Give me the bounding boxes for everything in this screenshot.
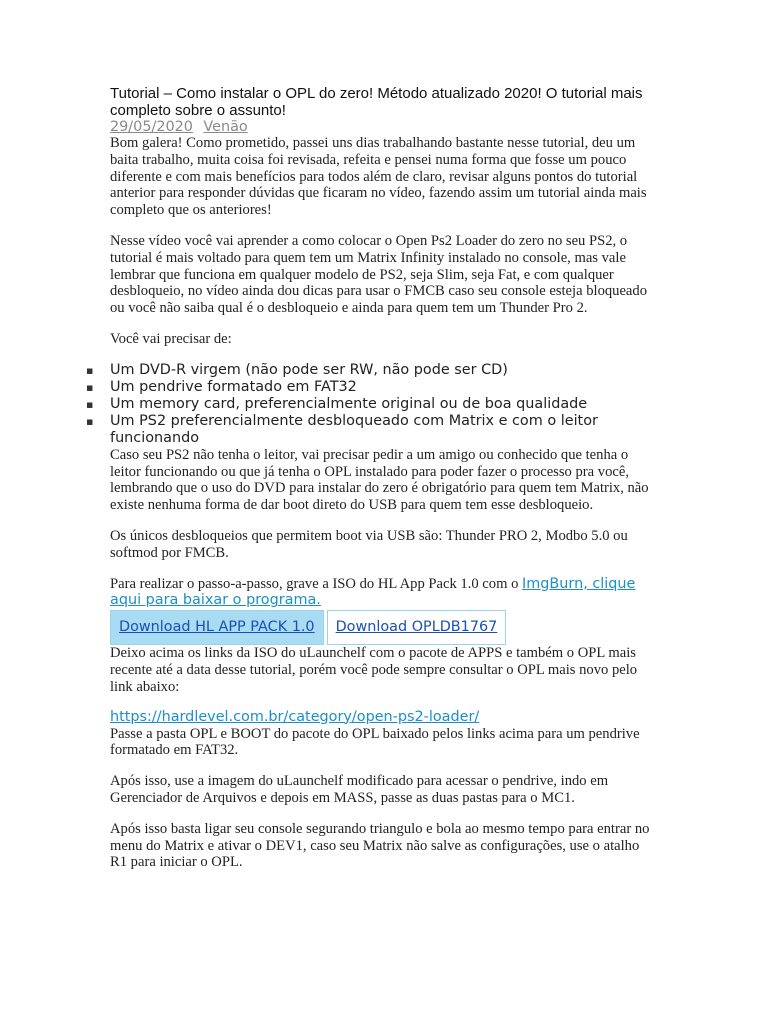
article-title: Tutorial – Como instalar o OPL do zero! Método atualizado 2020! O tutorial mais completo sobre o assunto! [110,85,643,119]
download-opldb-button[interactable]: Download OPLDB1767 [327,610,507,645]
paragraph-description: Nesse vídeo você vai aprender a como colocar o Open Ps2 Loader do zero no seu PS2, o tutorial é mais voltado para quem tem um Matrix Infinity instalado no console, mas vale lembrar que funciona em qualquer modelo de PS2, seja Slim, seja Fat, e com qualquer desbloqueio, no vídeo ainda dou dicas para usar o FMCB caso seu console esteja bloqueado ou você não saiba qual é o desbloqueio e ainda para quem tem um Thunder Pro 2. [110,232,648,317]
imgburn-link[interactable]: ImgBurn, clique aqui para baixar o programa. [110,575,636,609]
paragraph-ulaunchelf: Após isso, use a imagem do uLaunchelf modificado para acessar o pendrive, indo em Gerenciador de Arquivos e depois em MASS, passe as duas pastas para o MC1. [110,773,609,806]
paragraph-imgburn [110,576,658,610]
requirements-list [110,362,658,447]
article-meta [110,119,658,135]
paragraph-copy-folders: Passe a pasta OPL e BOOT do pacote do OPL baixado pelos links acima para um pendrive formatado em FAT32. [110,725,640,759]
paragraph-requirements-heading: Você vai precisar de: [110,330,232,347]
article [110,85,658,871]
list-item: ▪ Um pendrive formatado em FAT32 [110,379,658,396]
paragraph-matrix: Após isso basta ligar seu console segurando triangulo e bola ao mesmo tempo para entrar no menu do Matrix e ativar o DEV1, caso seu Matrix não salve as configurações, use o atalho R1 para iniciar o OPL. [110,820,650,871]
author-link[interactable]: Venão [203,119,248,135]
paragraph-links-info: Deixo acima os links da ISO do uLaunchelf com o pacote de APPS e também o OPL mais recente até a data desse tutorial, porém você pode sempre consultar o OPL mais novo pelo link abaixo: [110,645,638,695]
post-date-link[interactable]: 29/05/2020 [110,119,193,135]
list-item: ▪ Um memory card, preferencialmente original ou de boa qualidade [110,396,658,413]
list-item: ▪ Um DVD-R virgem (não pode ser RW, não pode ser CD) [110,362,658,379]
imgburn-text: Para realizar o passo-a-passo, grave a ISO do HL App Pack 1.0 com o [110,575,523,592]
paragraph-usb-boot: Os únicos desbloqueios que permitem boot via USB são: Thunder PRO 2, Modbo 5.0 ou softmod por FMCB. [110,527,628,561]
opl-category-link[interactable]: https://hardlevel.com.br/category/open-ps2-loader/ [110,708,480,725]
download-buttons [110,610,658,645]
paragraph-no-reader: Caso seu PS2 não tenha o leitor, vai precisar pedir a um amigo ou conhecido que tenha o leitor funcionando ou que já tenha o OPL instalado para poder fazer o processo pra você, lembrando que o uso do DVD para instalar do zero é obrigatório para quem tem Matrix, não existe nenhuma forma de dar boot direto do USB para quem tem esse desbloqueio. [110,446,649,514]
paragraph-intro: Bom galera! Como prometido, passei uns dias trabalhando bastante nesse tutorial, deu um baita trabalho, muita coisa foi revisada, refeita e pensei numa forma que fosse um pouco diferente e com mais benefícios para todos além de claro, revisar alguns pontos do tutorial anterior para responder dúvidas que ficaram no vídeo, fazendo assim um tutorial ainda mais completo que os anteriores! [110,135,647,219]
download-hl-app-pack-button[interactable]: Download HL APP PACK 1.0 [110,610,324,645]
list-item: ▪ Um PS2 preferencialmente desbloqueado com Matrix e com o leitor funcionando [110,413,658,447]
